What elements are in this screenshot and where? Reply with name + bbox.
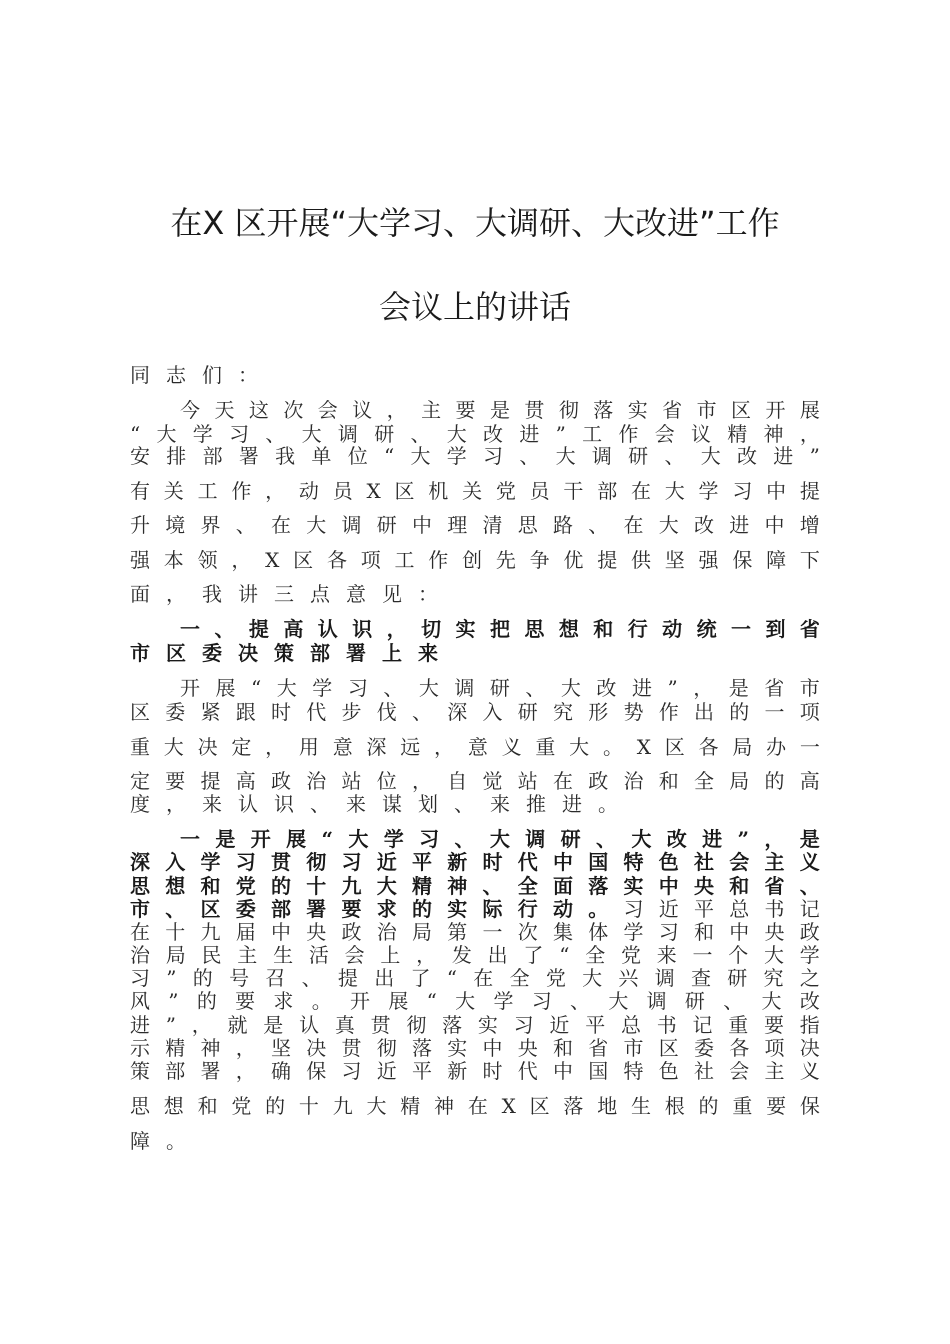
body-line: 策 部 署 ， 确 保 习 近 平 新 时 代 中 国 特 色 社 会 主 义 bbox=[130, 1059, 820, 1083]
body-line: 升 境 界 、 在 大 调 研 中 理 清 思 路 、 在 大 改 进 中 增 bbox=[130, 513, 820, 537]
body-line: 思 想 和 党 的 十 九 大 精 神 、 全 面 落 实 中 央 和 省 、 bbox=[130, 874, 820, 898]
body-line: “ 大 学 习 、 大 调 研 、 大 改 进 ” 工 作 会 议 精 神 ， bbox=[130, 422, 820, 446]
body-line: 开 展 “ 大 学 习 、 大 调 研 、 大 改 进 ” ， 是 省 市 bbox=[180, 676, 820, 700]
body-line: 进 ” ， 就 是 认 真 贯 彻 落 实 习 近 平 总 书 记 重 要 指 bbox=[130, 1013, 820, 1037]
body-line: 面 ， 我 讲 三 点 意 见 ： bbox=[130, 582, 438, 606]
document-title-line-1: 在X 区开展“大学习、大调研、大改进”工作 bbox=[170, 204, 780, 242]
body-line: 深 入 学 习 贯 彻 习 近 平 新 时 代 中 国 特 色 社 会 主 义 bbox=[130, 850, 820, 874]
body-line: 风 ” 的 要 求 。 开 展 “ 大 学 习 、 大 调 研 、 大 改 bbox=[130, 989, 820, 1013]
body-line: 一 是 开 展 “ 大 学 习 、 大 调 研 、 大 改 进 ” ， 是 bbox=[180, 827, 820, 851]
body-line: 有 关 工 作 ， 动 员 X 区 机 关 党 员 干 部 在 大 学 习 中 提 bbox=[130, 479, 820, 503]
body-line: 安 排 部 署 我 单 位 “ 大 学 习 、 大 调 研 、 大 改 进 ” bbox=[130, 444, 820, 468]
body-line: 示 精 神 ， 坚 决 贯 彻 落 实 中 央 和 省 市 区 委 各 项 决 bbox=[130, 1036, 820, 1060]
body-line: 区 委 紧 跟 时 代 步 伐 、 深 入 研 究 形 势 作 出 的 一 项 bbox=[130, 700, 820, 724]
body-line: 治 局 民 主 生 活 会 上 ， 发 出 了 “ 全 党 来 一 个 大 学 bbox=[130, 943, 820, 967]
body-line: 定 要 提 高 政 治 站 位 ， 自 觉 站 在 政 治 和 全 局 的 高 bbox=[130, 769, 820, 793]
body-line: 重 大 决 定 ， 用 意 深 远 ， 意 义 重 大 。 X 区 各 局 办 一 bbox=[130, 735, 820, 759]
body-line: 度 ， 来 认 识 、 来 谋 划 、 来 推 进 。 bbox=[130, 792, 618, 816]
body-line: 今 天 这 次 会 议 ， 主 要 是 贯 彻 落 实 省 市 区 开 展 bbox=[180, 398, 820, 422]
body-line: 在 十 九 届 中 央 政 治 局 第 一 次 集 体 学 习 和 中 央 政 bbox=[130, 920, 820, 944]
document-title-line-2: 会议上的讲话 bbox=[378, 288, 571, 326]
body-line: 思 想 和 党 的 十 九 大 精 神 在 X 区 落 地 生 根 的 重 要 保 bbox=[130, 1094, 820, 1118]
body-line: 市 区 委 决 策 部 署 上 来 bbox=[130, 641, 438, 665]
body-line: 同 志 们 ： bbox=[130, 363, 258, 387]
body-line: 障 。 bbox=[130, 1129, 186, 1153]
body-line: 一 、 提 高 认 识 ， 切 实 把 思 想 和 行 动 统 一 到 省 bbox=[180, 617, 820, 641]
body-line: 强 本 领 ， X 区 各 项 工 作 创 先 争 优 提 供 坚 强 保 障 下 bbox=[130, 548, 820, 572]
body-line: 市 、 区 委 部 署 要 求 的 实 际 行 动 。 习 近 平 总 书 记 bbox=[130, 897, 820, 921]
body-line: 习 ” 的 号 召 、 提 出 了 “ 在 全 党 大 兴 调 查 研 究 之 bbox=[130, 966, 820, 990]
